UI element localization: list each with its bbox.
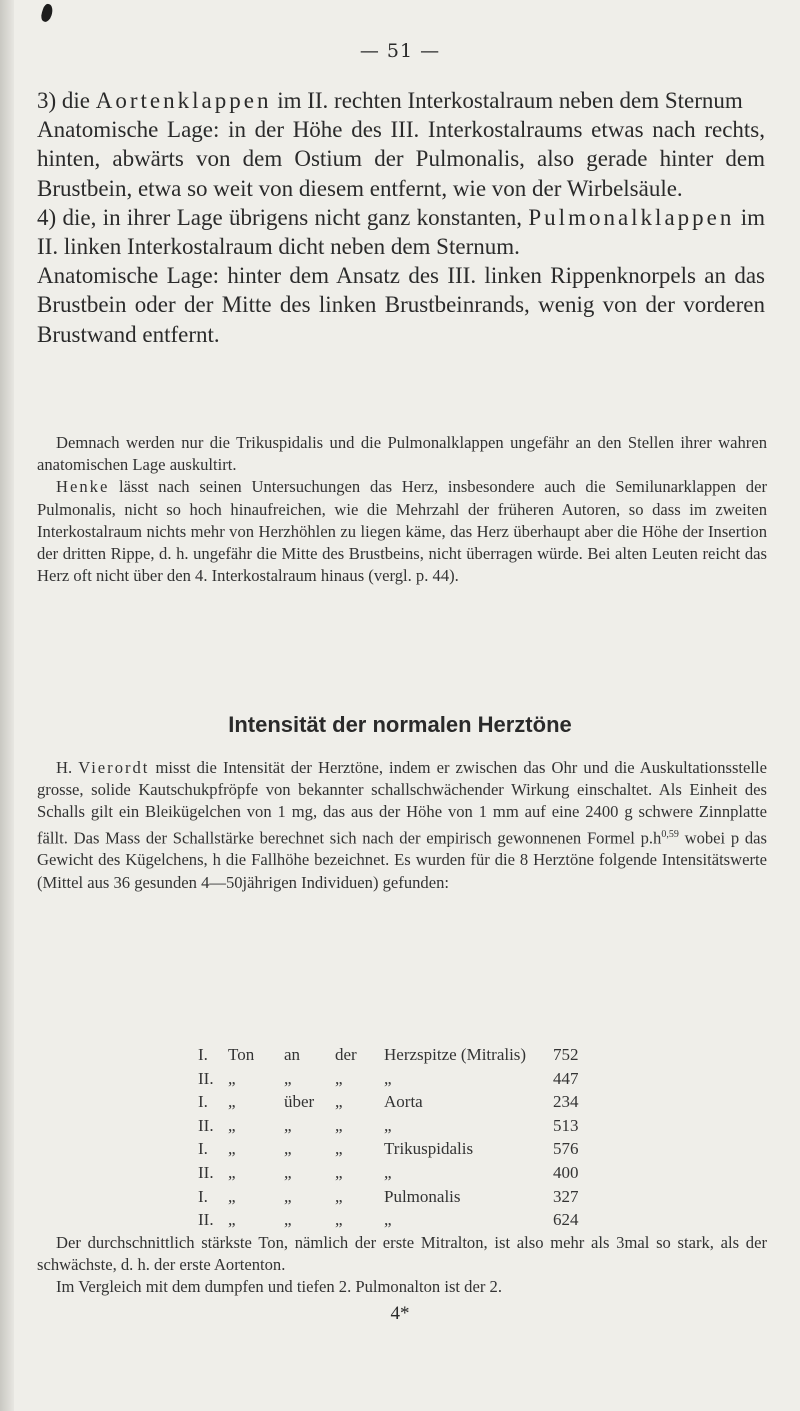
note-block: [37, 432, 767, 587]
note-henke-text: lässt nach seinen Untersuchungen das Herz, insbesondere auch die Semilunarklappen der Pulmonalis, nicht so hoch hinaufreichen, wie die Mehrzahl der früheren Autoren, so dass im zweiten Interkostalraum nichts mehr von Herzhöhlen zu liegen käme, das Herz überhaupt aber die Höhe der Insertion der dritten Rippe, d. h. ungefähr die Mitte des Brustbeins, nicht überragen würde. Bei alten Leuten reicht das Herz oft nicht über den 4. Interkostalraum hinaus (vergl. p. 44).: [37, 477, 767, 586]
paragraph-comparison: Im Vergleich mit dem dumpfen und tiefen 2. Pulmonalton ist der 2.: [56, 1277, 502, 1297]
item-4-text: im II. linken Interkostalraum dicht neben dem Sternum.: [37, 204, 765, 260]
table-row: II. „ „ „ „ 447: [198, 1068, 579, 1088]
table-row: I. „ „ „ Pulmonalis 327: [198, 1186, 579, 1206]
ink-blot: [39, 3, 54, 23]
page-number: — 51 —: [359, 40, 441, 62]
table-row: I. Ton an der Herzspitze (Mitralis) 752: [198, 1045, 579, 1064]
table-row: II. „ „ „ „ 624: [198, 1210, 579, 1230]
author-henke: Henke: [56, 477, 110, 497]
item-4-label: 4) die, in ihrer Lage übrigens nicht ganz konstanten,: [37, 204, 529, 230]
table-row: II. „ „ „ „ 513: [198, 1115, 579, 1135]
paragraph-aortic-valves: [37, 86, 765, 115]
main-text: [37, 86, 765, 349]
signature-mark: 4*: [390, 1303, 410, 1324]
paragraph-pulmonary-anatomy: Anatomische Lage: hinter dem Ansatz des III. linken Rippenknorpels an das Brustbein oder der Mitte des linken Brustbeinrands, wenig von der vorderen Brustwand entfernt.: [37, 263, 765, 347]
page-edge-shadow: [0, 0, 14, 1411]
term-aortenklappen: Aortenklappen: [95, 88, 272, 113]
formula-exponent: 0,59: [661, 828, 679, 840]
closing-text: [37, 1232, 767, 1299]
table-row: I. „ über „ Aorta 234: [198, 1092, 579, 1112]
author-vierordt: Vierordt: [78, 758, 150, 777]
paragraph-aortic-anatomy: Anatomische Lage: in der Höhe des III. Interkostalraums etwas nach rechts, hinten, abwärts von dem Ostium der Pulmonalis, also gerade hinter dem Brustbein, etwa so weit von diesem entfernt, wie von der Wirbelsäule.: [37, 117, 765, 201]
vierordt-initial: H.: [56, 758, 79, 777]
paragraph-vierordt: [37, 757, 767, 894]
section-text: [37, 757, 767, 894]
section-heading: Intensität der normalen Herztöne: [228, 712, 572, 737]
item-3-label: 3) die: [37, 88, 96, 113]
note-auscultation: Demnach werden nur die Trikuspidalis und die Pulmonalklappen ungefähr an den Stellen ihrer wahren anatomischen Lage auskultirt.: [37, 433, 767, 475]
vierordt-text-b: wobei p das Gewicht des Kügelchens, h die Fallhöhe bezeichnet. Es wurden für die 8 Herztöne folgende Intensitätswerte (Mittel aus 36 gesunden 4—50jährigen Individuen) gefunden:: [37, 828, 767, 892]
paragraph-strongest-tone: Der durchschnittlich stärkste Ton, nämlich der erste Mitralton, ist also mehr als 3mal so stark, als der schwächste, d. h. der erste Aortenton.: [37, 1233, 767, 1275]
paragraph-pulmonary-valves: [37, 203, 765, 261]
table-row: I. „ „ „ Trikuspidalis 576: [198, 1139, 579, 1159]
term-pulmonalklappen: Pulmonalklappen: [528, 204, 735, 230]
item-3-text: im II. rechten Interkostalraum neben dem Sternum: [271, 88, 743, 113]
table-row: II. „ „ „ „ 400: [198, 1162, 579, 1182]
intensity-table: [198, 1045, 618, 1234]
vierordt-text-a: misst die Intensität der Herztöne, indem er zwischen das Ohr und die Auskultationsstelle grosse, solide Kautschukpfröpfe von bekannter schallschwächender Wirkung einschaltet. Als Einheit des Schalls gilt ein Bleikügelchen von 1 mg, das aus der Höhe von 1 mm auf eine 2400 g schwere Zinnplatte fällt. Das Mass der Schallstärke berechnet sich nach der empirisch gewonnenen Formel p.h: [37, 758, 767, 848]
note-henke: [37, 476, 767, 587]
